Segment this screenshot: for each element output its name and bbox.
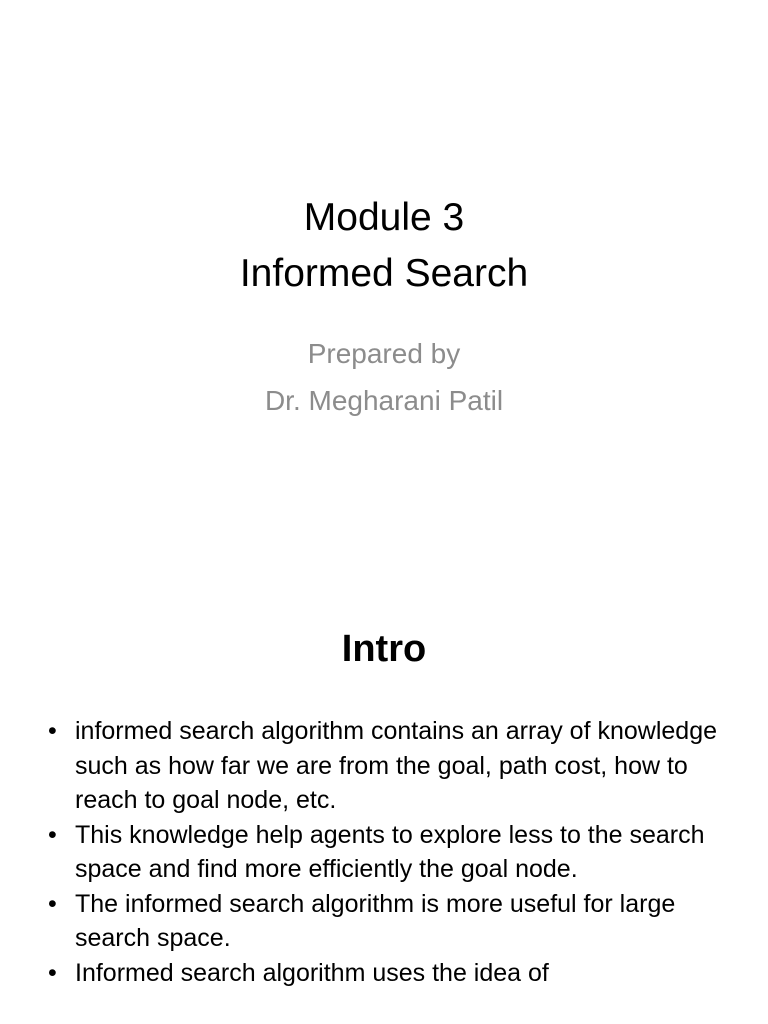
intro-slide (0, 560, 768, 1024)
bullet-text: informed search algorithm contains an array of knowledge such as how far we are from the goal, path cost, how to reach to goal node, etc. (75, 717, 718, 814)
bullet-dot-icon: • (48, 820, 57, 849)
intro-bullet-list (48, 714, 728, 990)
bullet-text: This knowledge help agents to explore less to the search space and find more efficiently the goal node. (75, 820, 705, 883)
subtitle-prepared-by: Prepared by (307, 338, 461, 369)
bullet-item (48, 956, 728, 991)
bullet-item (48, 818, 728, 887)
subtitle-author: Dr. Megharani Patil (264, 385, 504, 416)
bullet-dot-icon: • (48, 717, 57, 745)
bullet-dot-icon: • (48, 958, 57, 987)
bullet-item (48, 887, 728, 956)
bullet-dot-icon: • (48, 889, 57, 918)
title-line-topic: Informed Search (239, 252, 529, 295)
intro-heading: Intro (341, 628, 427, 670)
bullet-text: The informed search algorithm is more useful for large search space. (75, 889, 676, 952)
bullet-item (48, 714, 728, 818)
slide-title (0, 190, 768, 302)
slide-subtitle (0, 330, 768, 424)
bullet-text: Informed search algorithm uses the idea of (75, 958, 549, 987)
title-line-module: Module 3 (303, 196, 465, 239)
